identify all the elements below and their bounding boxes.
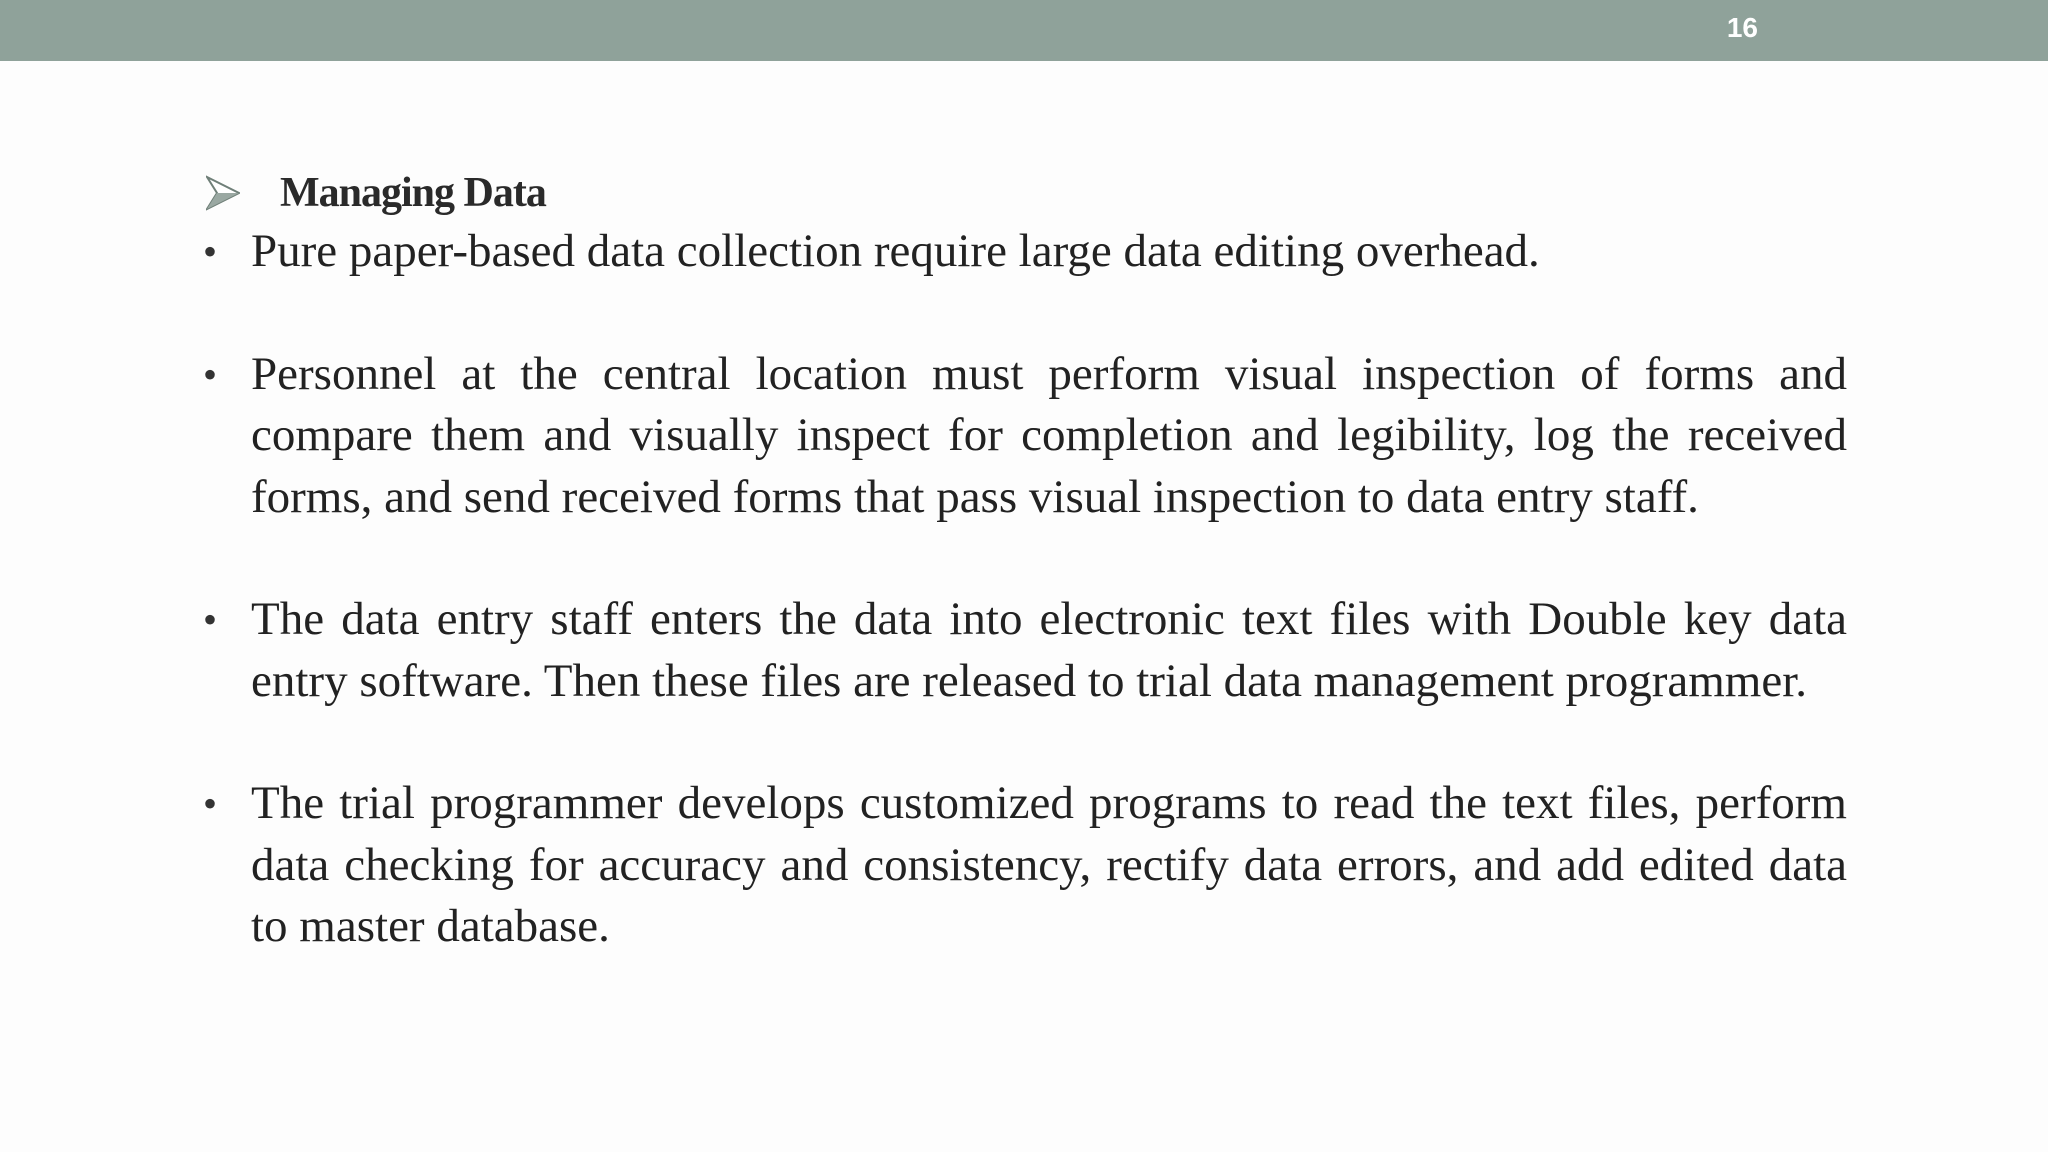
bullet-list [200, 221, 1847, 958]
bullet-text: Personnel at the central location must perform visual inspection of forms and compare them and visually inspect for completion and legibility, log the received forms, and send received forms that pass visual inspection to data entry staff. [251, 347, 1847, 523]
bullet-item [200, 773, 1847, 958]
bullet-item [200, 589, 1847, 712]
bullet-dot-icon: • [202, 351, 217, 397]
bullet-dot-icon: • [202, 781, 217, 826]
bullet-item [200, 344, 1847, 529]
bullet-dot-icon: • [202, 597, 217, 642]
section-heading-text: Managing Data [280, 170, 546, 216]
bullet-dot-icon: • [202, 229, 217, 274]
slide-number: 16 [1726, 12, 1758, 43]
arrowhead-bullet-icon [206, 175, 240, 211]
slide-header-bar [0, 0, 2048, 61]
bullet-text: The data entry staff enters the data into electronic text files with Double key data entry software. Then these files are released to trial data management programmer. [251, 593, 1847, 707]
slide-content [200, 165, 1847, 958]
bullet-text: Pure paper-based data collection require large data editing overhead. [251, 225, 1540, 277]
bullet-item [200, 221, 1847, 283]
bullet-text: The trial programmer develops customized programs to read the text files, perform data checking for accuracy and consistency, rectify data errors, and add edited data to master database. [251, 777, 1847, 952]
section-heading [200, 165, 1847, 221]
